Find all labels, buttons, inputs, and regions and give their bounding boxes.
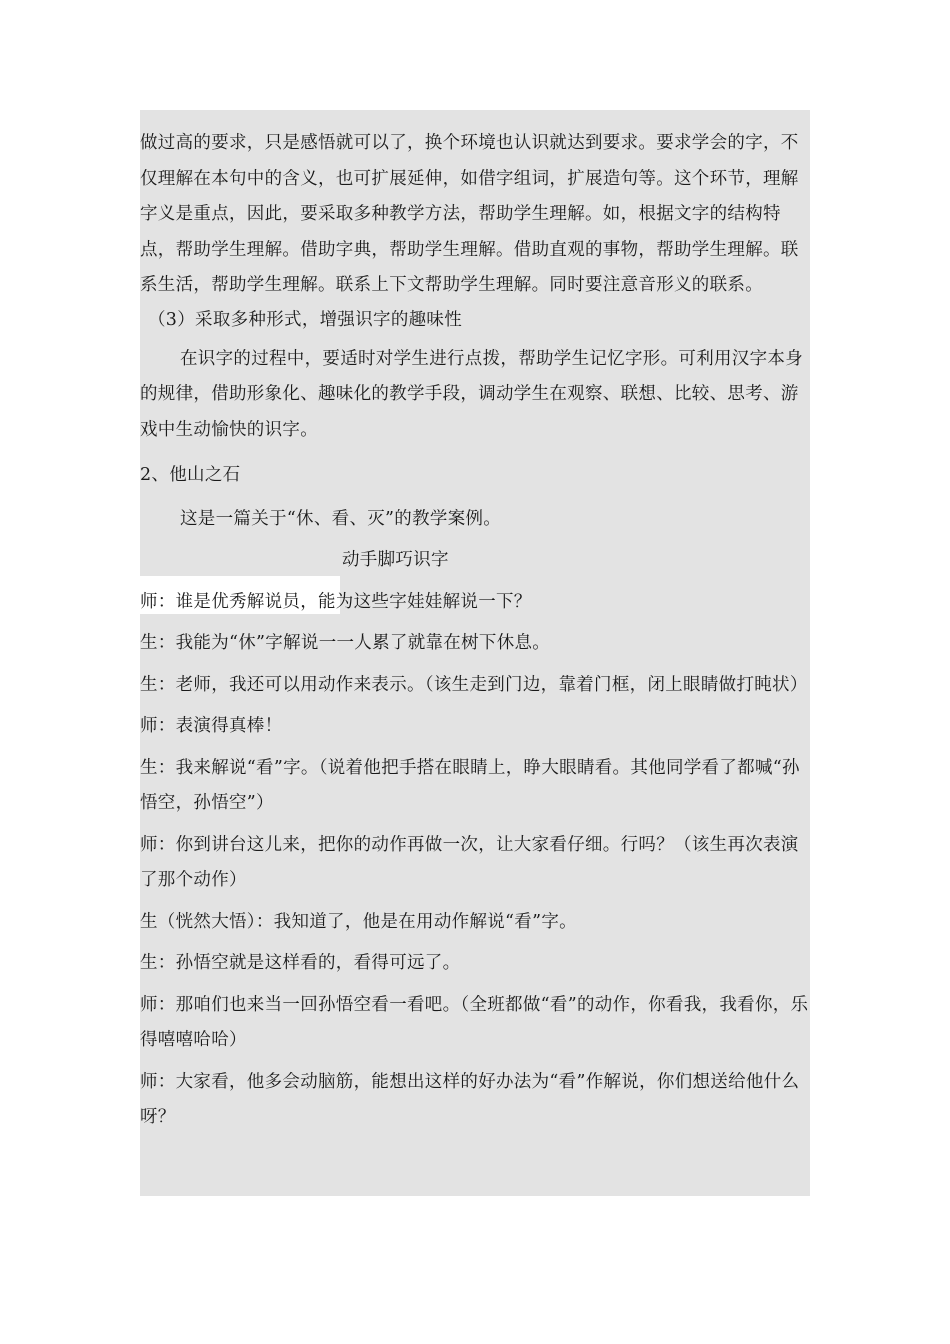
dialogue-line: 师：那咱们也来当一回孙悟空看一看吧。（全班都做“看”的动作，你看我，我看你，乐得嘻嘻哈哈） [140, 994, 809, 1050]
paragraph-case-intro: 这是一篇关于“休、看、灭”的教学案例。 [180, 508, 502, 529]
dialogue-line: 师：你到讲台这儿来，把你的动作再做一次，让大家看仔细。行吗？（该生再次表演了那个动作） [140, 834, 799, 890]
dialogue-line: 生（恍然大悟）：我知道了，他是在用动作解说“看”字。 [140, 911, 577, 932]
paragraph-interest: 在识字的过程中，要适时对学生进行点拨，帮助学生记忆字形。可利用汉字本身的规律，借助形象化、趣味化的教学手段，调动学生在观察、联想、比较、思考、游戏中生动愉快的识字。 [140, 348, 803, 440]
dialogue-line: 生：老师，我还可以用动作来表示。（该生走到门边，靠着门框，闭上眼睛做打盹状） [140, 674, 808, 695]
dialogue-line: 生：孙悟空就是这样看的，看得可远了。 [140, 953, 461, 973]
document-body [140, 126, 810, 1136]
dialogue-line: 师：大家看，他多会动脑筋，能想出这样的好办法为“看”作解说，你们想送给他什么呀？ [140, 1071, 800, 1127]
dialogue-line: 生：我能为“休”字解说一一人累了就靠在树下休息。 [140, 633, 551, 653]
paragraph-literacy-requirements: 做过高的要求，只是感悟就可以了，换个环境也认识就达到要求。要求学会的字，不仅理解在本句中的含义，也可扩展延伸，如借字组词，扩展造句等。这个环节，理解字义是重点，因此，要采取多种教学方法，帮助学生理解。如，根据文字的结构特点，帮助学生理解。借助字典，帮助学生理解。借助直观的事物，帮助学生理解。联系生活，帮助学生理解。联系上下文帮助学生理解。同时要注意音形义的联系。 [140, 133, 799, 295]
case-title: 动手脚巧识字 [342, 550, 449, 570]
subheading-3: （3）采取多种形式，增强识字的趣味性 [148, 309, 463, 330]
dialogue-line: 生：我来解说“看”字。（说着他把手搭在眼睛上，睁大眼睛看。其他同学看了都喊“孙悟空，孙悟空”） [140, 757, 800, 813]
dialogue-line: 师：表演得真棒！ [140, 716, 283, 736]
section-heading-2: 2、他山之石 [140, 465, 241, 485]
dialogue-line: 师：谁是优秀解说员，能为这些字娃娃解说一下？ [140, 591, 532, 612]
